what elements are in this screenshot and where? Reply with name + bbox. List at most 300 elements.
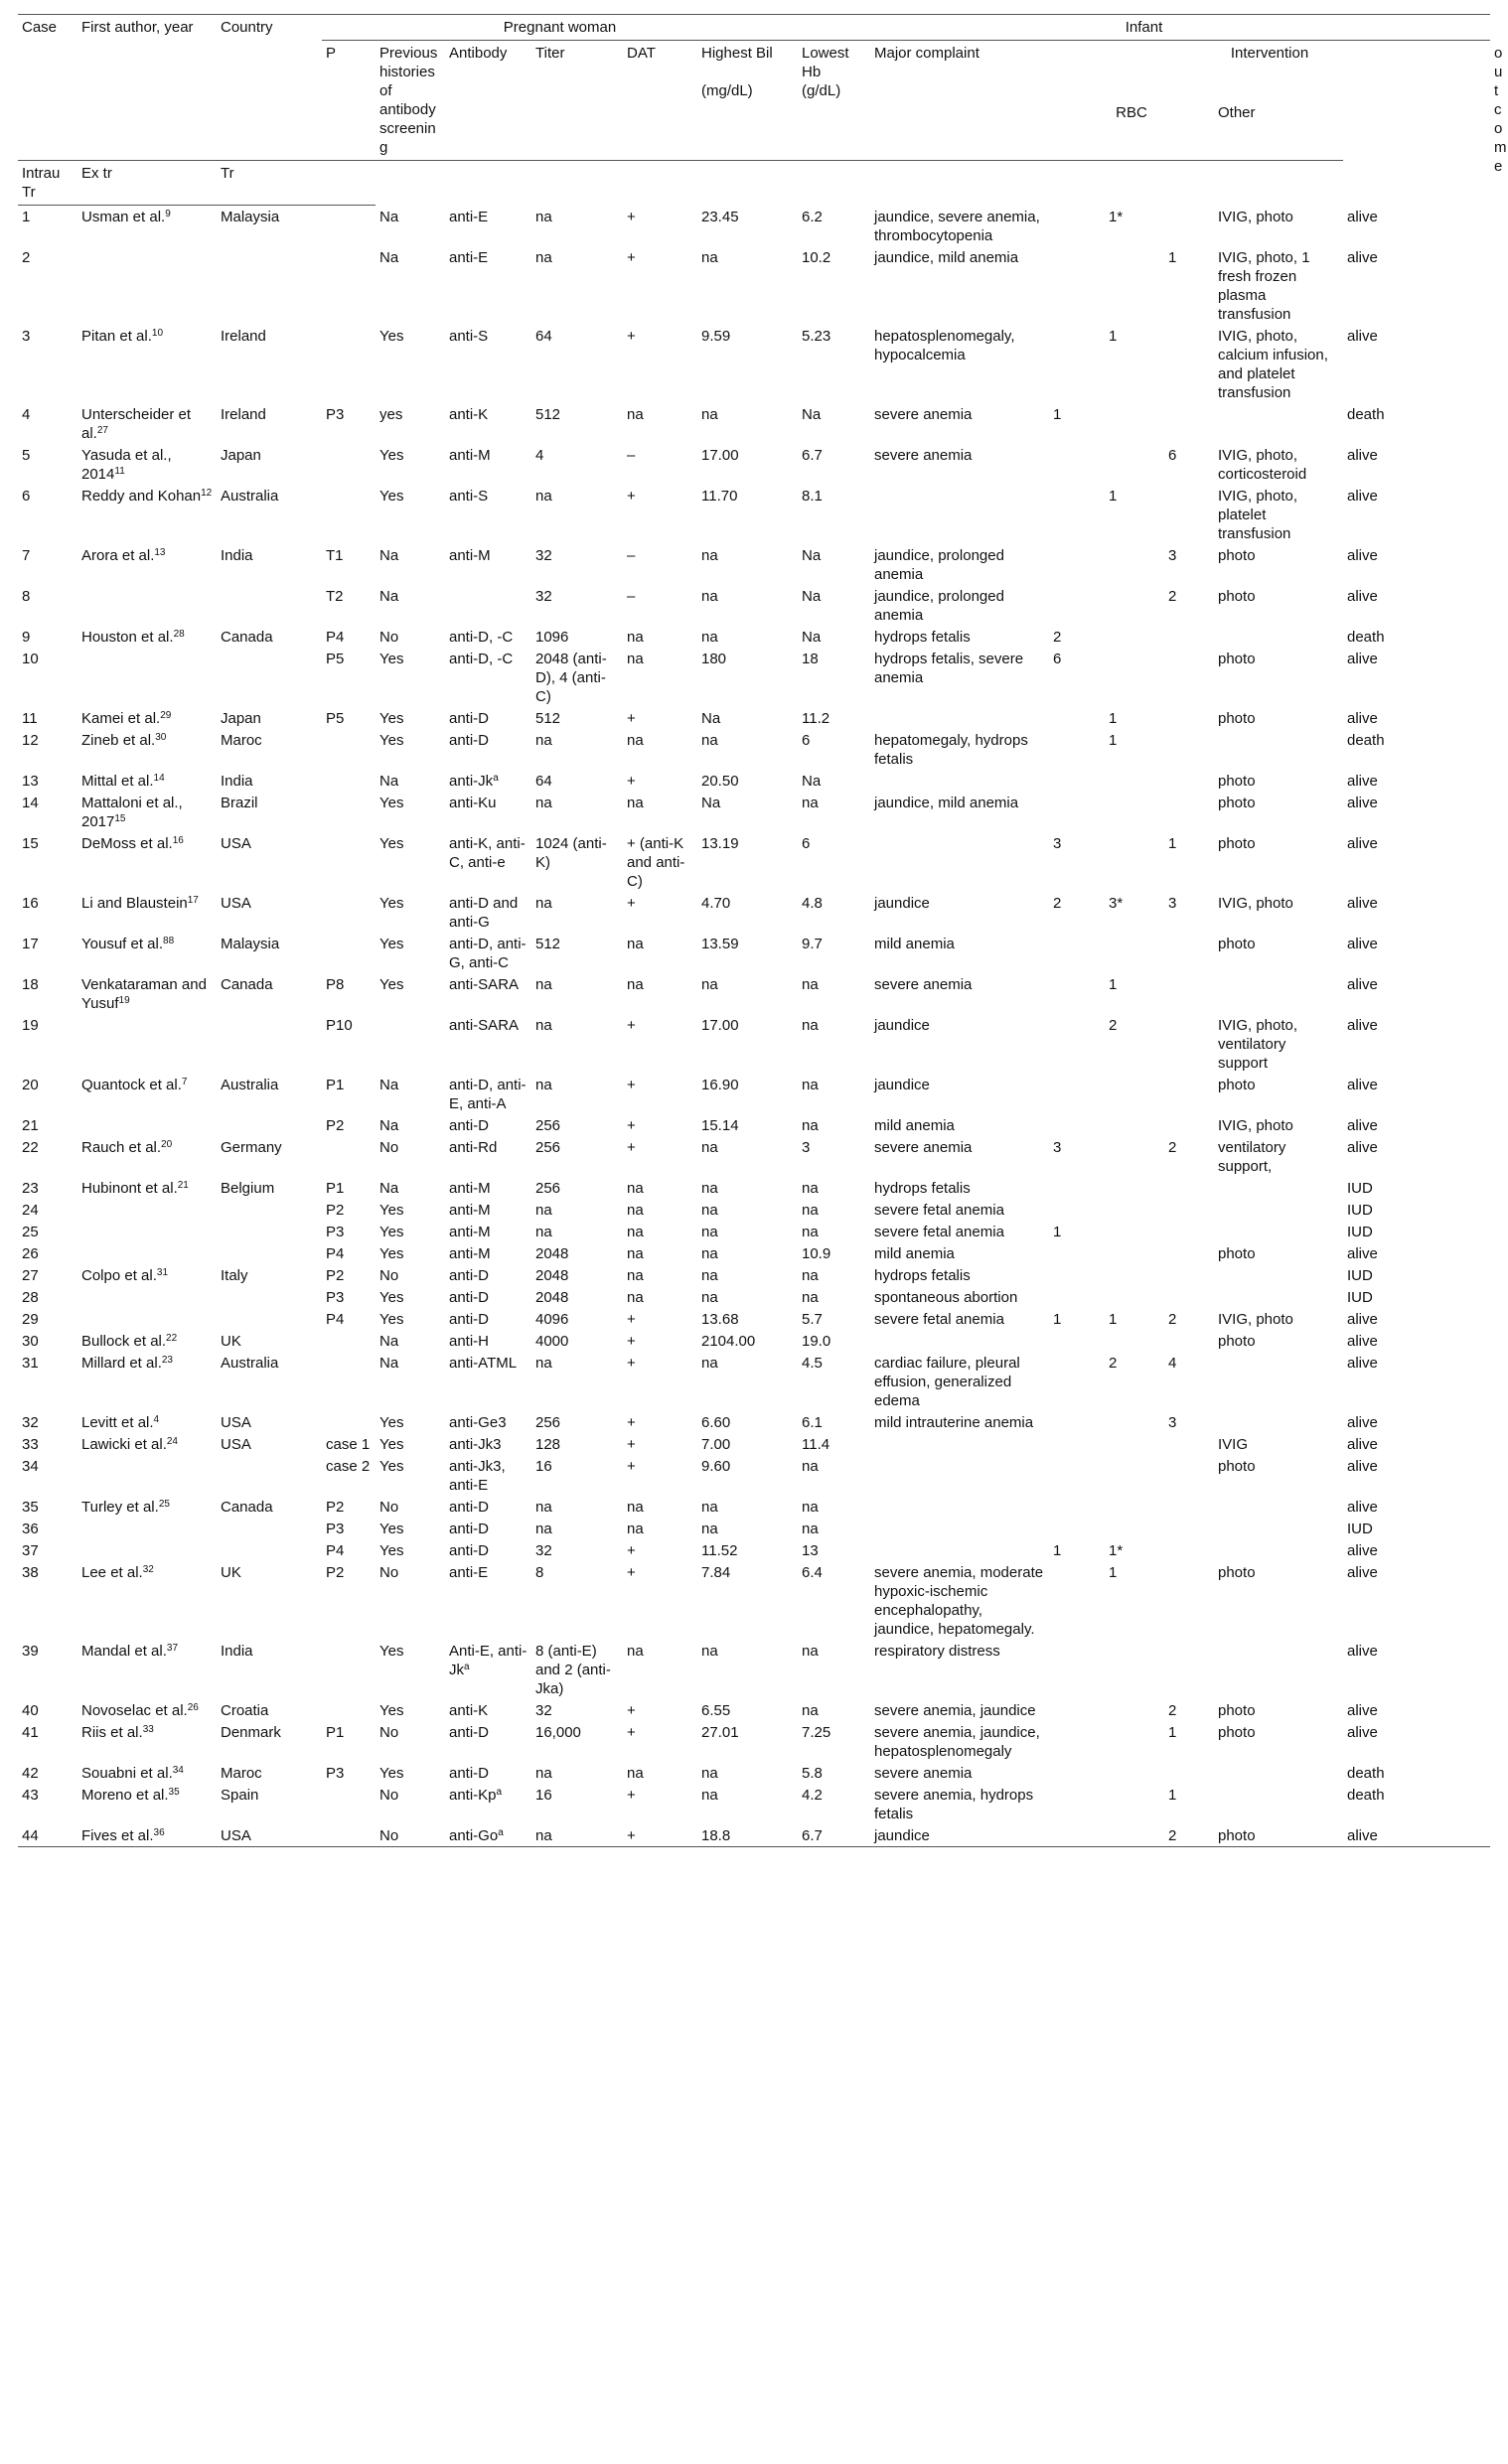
cell-tr [1164,729,1214,770]
cell-author [77,1721,217,1762]
antibody-text: anti-SARA [449,975,520,993]
table-row [18,973,1490,1014]
antibody-text: anti-Ku [449,794,497,811]
cell-intrau [1049,1699,1105,1721]
cell-bil: 13.68 [701,1310,739,1328]
cell-tr: 2 [1168,1138,1177,1156]
cell-prev: Yes [379,327,404,345]
cell-bil: na [701,546,718,564]
cell-tr [1164,1114,1214,1136]
cell-complaint: hepatomegaly, hydrops fetalis [874,731,1028,768]
cell-other: photo [1218,772,1256,790]
cell-tr: 2 [1168,1310,1177,1328]
antibody-text: anti-Jk3 [449,1435,502,1453]
cell-case: 34 [22,1457,39,1475]
cell-hb: 11.4 [802,1435,830,1453]
cell-prev: Yes [379,1435,404,1453]
author-text: Millard et al. [81,1354,162,1372]
cell-tr [1164,1242,1214,1264]
cell-titer: 2048 [535,1266,569,1284]
cell-hb: 3 [802,1138,811,1156]
cell-outcome: alive [1347,487,1378,505]
cell-extr [1105,832,1164,892]
cell-dat: + [627,1786,636,1804]
cell-intrau: 6 [1053,650,1062,667]
cell-other: IVIG, photo [1218,1310,1293,1328]
cell-case: 44 [18,1824,77,1847]
cell-author [77,1640,217,1699]
cell-p [322,1784,376,1824]
cell-titer: na [535,1520,552,1537]
cell-country: UK [221,1563,241,1581]
antigen-superscript: a [496,1786,503,1798]
cell-complaint: cardiac failure, pleural effusion, generalized edema [874,1354,1020,1409]
author-text: Mattaloni et al., 2017 [81,794,183,830]
cell-ab [445,1136,531,1177]
cell-p: P8 [326,975,345,993]
cell-prev: Yes [379,1541,404,1559]
cell-hb: 6.1 [802,1413,823,1431]
author-text: Hubinont et al. [81,1179,178,1197]
table-row [18,444,1490,485]
cell-extr: 1 [1109,1310,1118,1328]
cell-ab [445,626,531,648]
cell-hb: na [802,1457,819,1475]
cell-case: 18 [22,975,39,993]
cell-other [1214,1264,1343,1286]
cell-titer: 512 [535,709,561,727]
cell-case: 11 [22,709,38,727]
cell-author [77,1455,217,1496]
cell-prev: Yes [379,1201,404,1219]
cell-country: Maroc [221,1764,262,1782]
author-text: Mandal et al. [81,1642,167,1660]
cell-hb: Na [802,546,822,564]
antibody-text: anti-M [449,1223,491,1240]
cell-other: photo [1218,794,1256,811]
cell-extr: 1 [1109,1563,1118,1581]
cell-hb: na [802,1116,819,1134]
cell-ab [445,1330,531,1352]
cell-other: IVIG [1218,1435,1249,1453]
cell-hb: 4.5 [802,1354,823,1372]
author-text: Bullock et al. [81,1332,167,1350]
cell-extr: 2 [1109,1016,1118,1034]
cell-author [77,1496,217,1518]
cell-hb: Na [802,772,822,790]
cell-dat: na [627,731,644,749]
cell-ab [445,1699,531,1721]
cell-dat: + [627,894,636,912]
cell-extr: 1 [1109,731,1118,749]
cell-intrau [1049,1199,1105,1221]
author-text: Houston et al. [81,628,174,646]
cell-p: P3 [326,1520,345,1537]
cell-intrau: 1 [1053,1223,1062,1240]
cell-hb: 13 [802,1541,819,1559]
cell-other: photo [1218,935,1256,952]
cell-country: Maroc [221,731,262,749]
cell-bil: na [701,1354,718,1372]
cell-tr: 2 [1168,1701,1177,1719]
cell-other [1214,1762,1343,1784]
cell-titer: 4000 [535,1332,569,1350]
col-case: Case [18,15,77,161]
cell-hb: na [802,975,819,993]
cell-case: 20 [22,1076,39,1093]
table-row [18,892,1490,933]
cell-country: Italy [221,1266,248,1284]
cell-country [217,648,322,707]
author-text: Reddy and Kohan [81,487,202,505]
table-row [18,1014,1490,1074]
cell-tr [1164,1074,1214,1114]
cell-titer: 1024 (anti-K) [535,834,607,871]
table-row [18,933,1490,973]
cell-outcome: alive [1347,1016,1378,1034]
cell-outcome: alive [1347,1498,1378,1516]
cell-country: India [221,1642,253,1660]
author-text: Venkataraman and Yusuf [81,975,207,1012]
cell-p: P3 [326,1223,345,1240]
antibody-text: anti-D [449,731,490,749]
author-text: Kamei et al. [81,709,161,727]
cell-other: IVIG, photo, 1 fresh frozen plasma transfusion [1218,248,1310,323]
cell-outcome: death [1347,1786,1385,1804]
reference-number: 7 [181,1076,188,1087]
cell-case: 32 [22,1413,39,1431]
cell-author [77,1330,217,1352]
antibody-text: anti-D [449,1723,490,1741]
cell-p [322,325,376,403]
cell-case: 36 [22,1520,39,1537]
cell-prev: Na [379,1332,399,1350]
cell-complaint: hepatosplenomegaly, hypocalcemia [874,327,1015,363]
cell-ab [445,206,531,246]
highest-bil-label: Highest Bil [701,45,773,62]
cell-bil: 18.8 [697,1824,798,1847]
cell-titer: 8 (anti-E) and 2 (anti-Jka) [535,1642,611,1697]
cell-complaint: jaundice [870,1824,1049,1847]
cell-country [217,585,322,626]
cell-complaint: jaundice, prolonged anemia [874,546,1004,583]
cell-complaint: jaundice [874,894,930,912]
cell-p: case 2 [326,1457,371,1475]
reference-number: 13 [154,546,166,558]
cell-titer: 512 [535,405,561,423]
cell-bil: na [701,248,718,266]
cell-author [77,1433,217,1455]
cell-case: 38 [22,1563,39,1581]
cell-dat: + [627,709,636,727]
cell-hb: 5.8 [802,1764,823,1782]
cell-prev: Yes [379,975,404,993]
antibody-text: anti-M [449,546,491,564]
cell-bil: 13.59 [701,935,739,952]
author-text: Unterscheider et al. [81,405,192,442]
cell-country [217,246,322,325]
cell-ab [445,892,531,933]
col-titer: Titer [531,41,623,161]
cell-tr [1164,1199,1214,1221]
cell-titer: na [535,487,552,505]
author-text: Fives et al. [81,1826,154,1844]
table-row [18,1518,1490,1539]
antigen-superscript: a [464,1661,470,1672]
cell-author [77,973,217,1014]
cell-case: 33 [22,1435,39,1453]
cell-prev: No [379,628,399,646]
cell-bil: 7.84 [701,1563,731,1581]
cell-dat: + [627,208,636,225]
antibody-text: anti-Jk [449,772,494,790]
cell-p: P1 [326,1723,345,1741]
cell-dat: + [627,1413,636,1431]
table-row [18,1539,1490,1561]
antibody-text: anti-M [449,446,491,464]
cell-bil: 16.90 [701,1076,739,1093]
cell-bil: 15.14 [701,1116,739,1134]
cell-p: P1 [326,1179,345,1197]
cell-dat: na [627,1520,644,1537]
cell-complaint: severe anemia, moderate hypoxic-ischemic encephalopathy, jaundice, hepatomegaly. [874,1563,1044,1638]
cell-prev [376,1014,445,1074]
cell-bil: na [701,405,718,423]
cell-outcome: alive [1347,935,1378,952]
cell-hb: na [802,1642,819,1660]
antibody-text: anti-ATML [449,1354,518,1372]
cell-outcome: alive [1347,1563,1378,1581]
cell-ab [445,1074,531,1114]
antibody-text: anti-Jk3, anti-E [449,1457,506,1494]
cell-extr [1105,585,1164,626]
author-text: Moreno et al. [81,1786,169,1804]
cell-author [77,648,217,707]
cell-dat: na [627,794,644,811]
cell-p [322,933,376,973]
cell-tr [1164,792,1214,832]
table-header: Case First author, year Country Pregnant woman Infant P Previous histories of antibody screening Antibody Titer DAT Highest Bil (mg/dL) Lowest Hb (g/dL) Major complaint Intervention outcome RBC Other Intrau Tr Ex tr Tr [18,15,1490,206]
cell-prev: No [379,1786,399,1804]
cell-extr [1105,1114,1164,1136]
cell-prev: Yes [379,1520,404,1537]
cell-other: photo [1218,834,1256,852]
cell-complaint: mild anemia [874,935,955,952]
cell-case: 40 [22,1701,39,1719]
cell-outcome: alive [1347,772,1378,790]
cell-complaint: severe fetal anemia [874,1310,1004,1328]
cell-intrau [1049,1286,1105,1308]
cell-outcome: alive [1347,546,1378,564]
highest-bil-unit: (mg/dL) [701,82,753,99]
cell-ab [445,933,531,973]
reference-number: 27 [96,424,108,436]
reference-number: 10 [151,327,164,339]
reference-number: 12 [201,487,213,499]
col-previous-histories: Previous histories of antibody screening [376,41,445,161]
cell-dat: + [627,1016,636,1034]
cell-complaint: respiratory distress [874,1642,1000,1660]
cell-complaint: hydrops fetalis, severe anemia [874,650,1024,686]
table-row [18,485,1490,544]
antibody-text: anti-D [449,1310,490,1328]
cell-complaint: severe anemia, hydrops fetalis [874,1786,1034,1822]
cell-author [77,1762,217,1784]
cell-ab [445,1264,531,1286]
cell-author [77,585,217,626]
col-antibody: Antibody [445,41,531,161]
cell-ab [445,1518,531,1539]
cell-hb: Na [802,587,822,605]
cell-extr [1105,1286,1164,1308]
cell-p: P2 [326,1498,345,1516]
reference-number: 14 [153,772,165,784]
cell-bil: na [701,731,718,749]
cell-extr [1105,1264,1164,1286]
cell-other [1214,1199,1343,1221]
cell-titer: na [535,975,552,993]
cell-outcome: IUD [1347,1179,1373,1197]
cell-other: IVIG, photo, calcium infusion, and platelet transfusion [1218,327,1328,401]
cell-other: photo [1214,1824,1343,1847]
cell-outcome: alive [1343,1824,1490,1847]
cell-author [77,1074,217,1114]
cell-p [322,892,376,933]
cell-other [1214,1352,1343,1411]
cell-hb: na [802,1701,819,1719]
cell-prev: Yes [379,894,404,912]
cell-other: IVIG, photo, ventilatory support [1218,1016,1298,1072]
cell-extr [1105,1433,1164,1455]
cell-hb: na [802,1288,819,1306]
cell-dat: na [627,1288,644,1306]
cell-country [217,1114,322,1136]
reference-number: 17 [187,894,199,906]
cell-country: Belgium [221,1179,275,1197]
cell-dat: – [627,546,636,564]
cell-other [1214,1640,1343,1699]
cell-bil: 6.60 [701,1413,731,1431]
cell-author [77,1221,217,1242]
cell-author [77,626,217,648]
cell-author [77,544,217,585]
cell-titer: 256 [535,1179,561,1197]
antibody-text: anti-D and anti-G [449,894,519,931]
cell-country: Spain [221,1786,259,1804]
cell-case: 9 [22,628,31,646]
table-row [18,792,1490,832]
cell-other [1214,1411,1343,1433]
cell-country: Australia [221,1076,279,1093]
cell-titer: 16 [535,1786,552,1804]
cell-p [322,1352,376,1411]
cell-titer: 1096 [535,628,569,646]
cell-tr [1164,1561,1214,1640]
antibody-text: anti-D [449,1498,490,1516]
cell-complaint [870,1433,1049,1455]
cell-hb: na [802,1201,819,1219]
cell-ab [445,648,531,707]
cell-titer: 4 [535,446,544,464]
antibody-text: anti-D, -C [449,650,514,667]
cell-dat: na [627,628,644,646]
author-text: Lee et al. [81,1563,143,1581]
cell-intrau: 3 [1053,1138,1062,1156]
cell-p: P2 [326,1201,345,1219]
antibody-text: anti-M [449,1244,491,1262]
cell-outcome: alive [1347,248,1378,266]
cell-bil: 13.19 [701,834,739,852]
cell-country: Canada [221,1498,273,1516]
cell-author [77,1242,217,1264]
reference-number: 11 [114,465,125,477]
author-text: Yasuda et al., 2014 [81,446,172,483]
cell-intrau [1049,206,1105,246]
cell-author [77,933,217,973]
cell-intrau [1049,1330,1105,1352]
cell-p: P4 [326,1310,345,1328]
cell-dat: + [627,1332,636,1350]
author-text: Novoselac et al. [81,1701,188,1719]
cell-titer: na [535,731,552,749]
cell-complaint: hydrops fetalis [874,628,971,646]
cell-bil: 7.00 [701,1435,731,1453]
table-row [18,246,1490,325]
cell-complaint: jaundice, mild anemia [874,794,1019,811]
cell-tr [1164,206,1214,246]
cell-bil: 4.70 [701,894,731,912]
table-row [18,1352,1490,1411]
cell-dat: – [627,446,636,464]
reference-number: 9 [165,209,171,219]
cell-country: USA [221,1435,251,1453]
cell-country [217,1518,322,1539]
cell-dat: na [627,1642,644,1660]
cell-p: P3 [326,1288,345,1306]
cell-author [77,707,217,729]
cell-prev: yes [379,405,403,423]
cell-outcome: alive [1347,709,1378,727]
cell-intrau [1049,1433,1105,1455]
cell-other [1214,1518,1343,1539]
lowest-hb-unit: (g/dL) [802,82,841,99]
table-row [18,325,1490,403]
cell-country [217,1455,322,1496]
cell-case: 12 [22,731,39,749]
cell-extr [1105,626,1164,648]
cell-dat: + [627,772,636,790]
col-major-complaint: Major complaint [870,41,1049,161]
cell-tr [1164,1455,1214,1496]
cell-dat: + [627,1435,636,1453]
cell-case: 42 [22,1764,39,1782]
cell-prev: Yes [379,1310,404,1328]
cell-case: 35 [22,1498,39,1516]
cell-extr [1105,1518,1164,1539]
cell-country [217,1221,322,1242]
cell-extr [1105,1496,1164,1518]
cell-bil: na [701,1244,718,1262]
cell-dat: + [627,327,636,345]
cell-extr [1105,1784,1164,1824]
cell-tr [1164,1640,1214,1699]
cell-prev: Na [379,772,399,790]
antibody-text: anti-D [449,1116,490,1134]
reference-number: 22 [166,1332,178,1344]
cell-dat: + [627,1138,636,1156]
cell-country: USA [221,894,251,912]
antibody-text: anti-D [449,709,490,727]
